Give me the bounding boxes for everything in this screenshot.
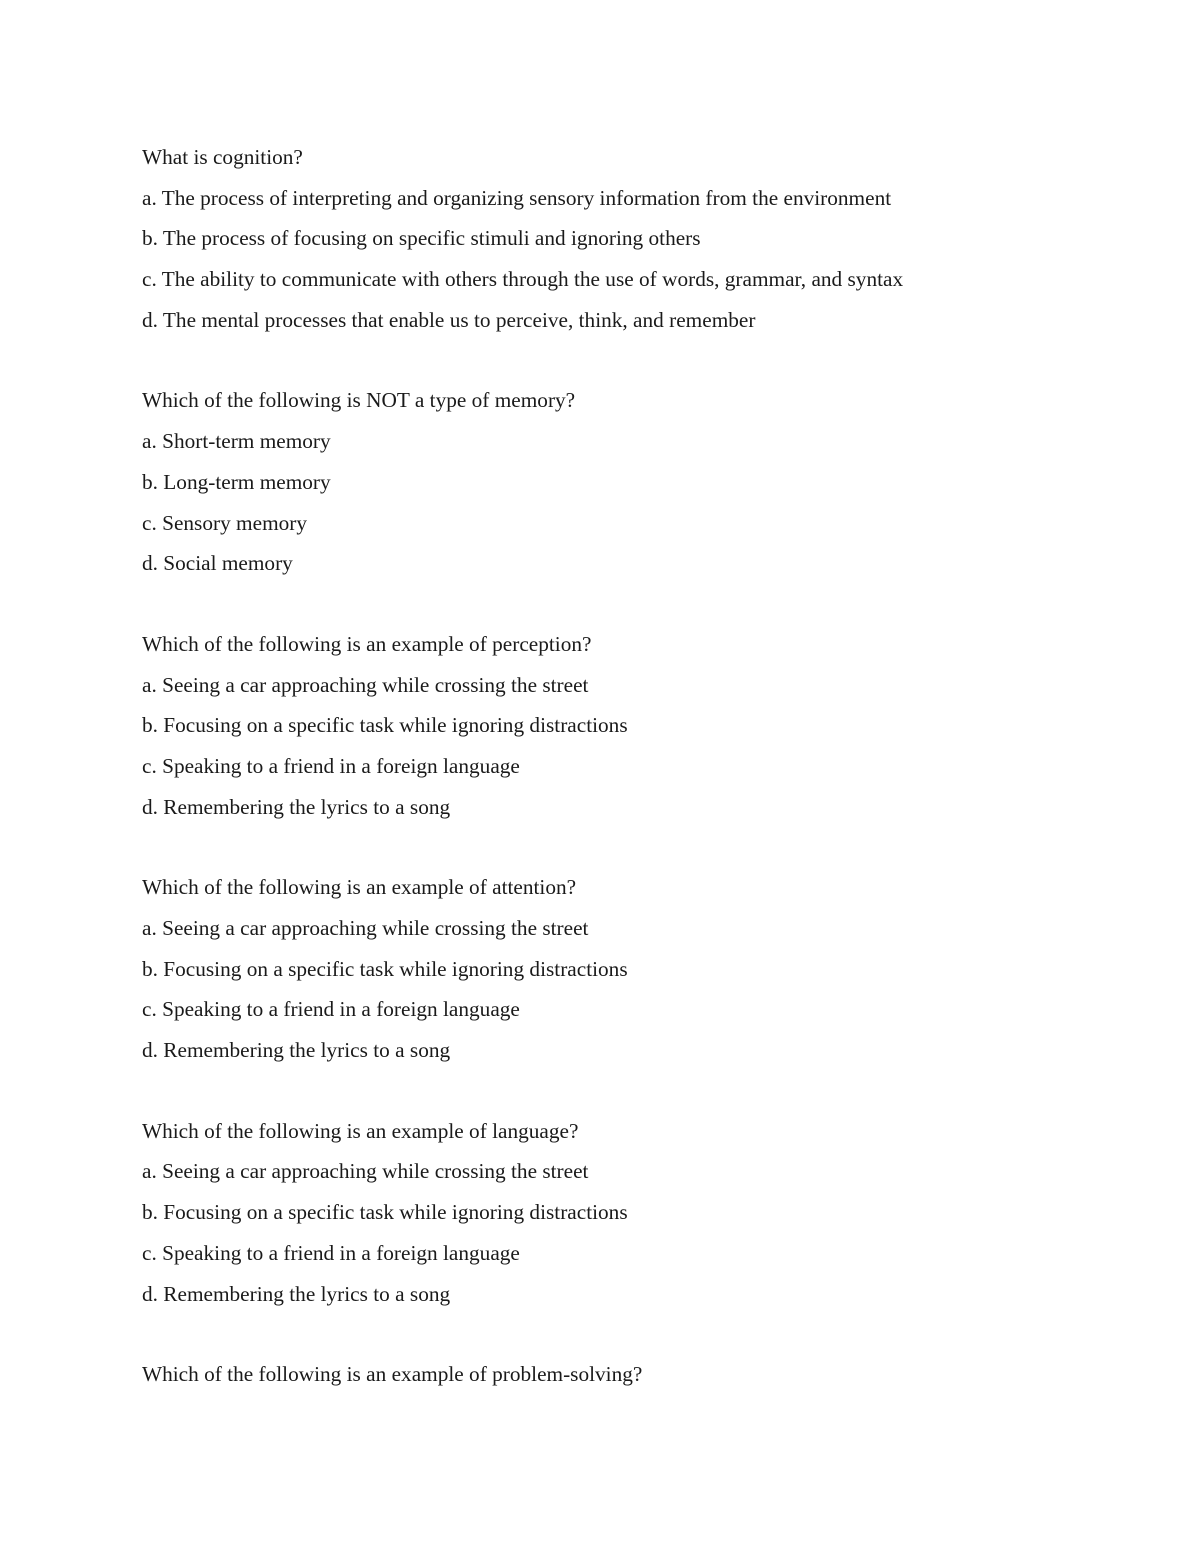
answer-option-d: d. Social memory	[142, 551, 293, 576]
answer-option-c: c. Sensory memory	[142, 510, 308, 535]
question-3	[142, 627, 1200, 830]
answer-option-c: c. Speaking to a friend in a foreign language	[142, 753, 520, 778]
answer-option-d: d. The mental processes that enable us to perceive, think, and remember	[142, 307, 756, 332]
answer-option-b: b. Focusing on a specific task while ignoring distractions	[142, 713, 628, 738]
question-4	[142, 870, 1200, 1073]
answer-option-c: c. The ability to communicate with others through the use of words, grammar, and syntax	[142, 267, 904, 292]
answer-option-a: a. Seeing a car approaching while crossing the street	[142, 672, 589, 697]
question-5	[142, 1114, 1200, 1317]
question-prompt: Which of the following is an example of attention?	[142, 875, 577, 900]
answer-option-a: a. The process of interpreting and organizing sensory information from the environment	[142, 185, 892, 210]
question-prompt: Which of the following is NOT a type of memory?	[142, 388, 576, 413]
answer-option-d: d. Remembering the lyrics to a song	[142, 794, 451, 819]
question-prompt: Which of the following is an example of perception?	[142, 631, 592, 656]
answer-option-b: b. Focusing on a specific task while ignoring distractions	[142, 1200, 628, 1225]
question-prompt: What is cognition?	[142, 145, 303, 169]
answer-option-d: d. Remembering the lyrics to a song	[142, 1281, 451, 1306]
answer-option-a: a. Seeing a car approaching while crossing the street	[142, 916, 589, 940]
answer-option-b: b. Long-term memory	[142, 469, 331, 494]
question-1	[142, 140, 1200, 343]
answer-option-b: b. Focusing on a specific task while ignoring distractions	[142, 956, 628, 981]
answer-option-a: a. Short-term memory	[142, 429, 331, 454]
question-prompt: Which of the following is an example of language?	[142, 1118, 579, 1143]
answer-option-d: d. Remembering the lyrics to a song	[142, 1038, 451, 1063]
question-6	[142, 1357, 1200, 1398]
answer-option-c: c. Speaking to a friend in a foreign language	[142, 997, 520, 1022]
question-prompt: Which of the following is an example of problem-solving?	[142, 1362, 643, 1387]
question-2	[142, 383, 1200, 586]
answer-option-a: a. Seeing a car approaching while crossing the street	[142, 1159, 589, 1184]
answer-option-b: b. The process of focusing on specific stimuli and ignoring others	[142, 226, 701, 251]
answer-option-c: c. Speaking to a friend in a foreign language	[142, 1240, 520, 1265]
